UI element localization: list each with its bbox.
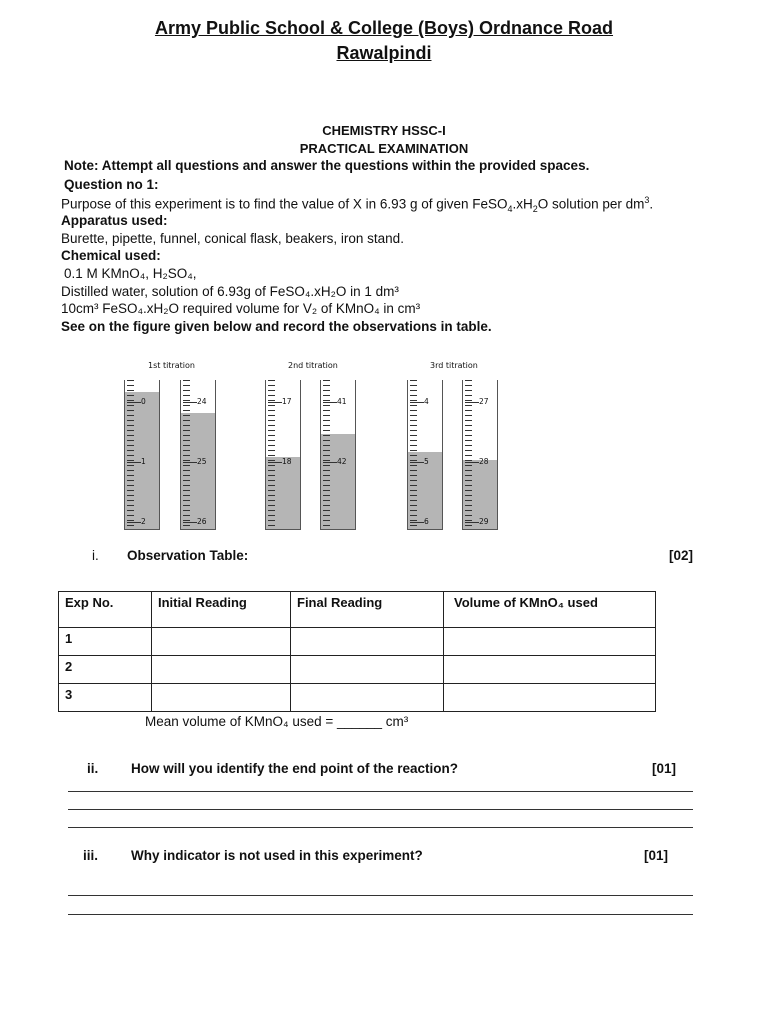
burette-tick-label: 24 bbox=[197, 397, 207, 406]
titration-label-3: 3rd titration bbox=[430, 361, 478, 370]
burette-major-tick bbox=[465, 522, 479, 523]
burette-tick-label: 27 bbox=[479, 397, 489, 406]
burette-major-tick bbox=[410, 402, 424, 403]
burette-major-tick bbox=[183, 462, 197, 463]
titration-label-1: 1st titration bbox=[148, 361, 195, 370]
school-name-line1: Army Public School & College (Boys) Ordnance Road bbox=[154, 18, 614, 38]
col-exp-no: Exp No. bbox=[59, 592, 152, 628]
q2-marks: [01] bbox=[652, 761, 677, 776]
burette-tick-label: 18 bbox=[282, 457, 292, 466]
titration-figure bbox=[110, 355, 510, 535]
col-volume-used: Volume of KMnO₄ used bbox=[444, 592, 656, 628]
col-initial-reading: Initial Reading bbox=[152, 592, 291, 628]
q3-text: Why indicator is not used in this experiment? bbox=[131, 848, 423, 863]
q2-text: How will you identify the end point of the reaction? bbox=[131, 761, 458, 776]
burette-tick-label: 1 bbox=[141, 457, 146, 466]
burette-major-tick bbox=[183, 522, 197, 523]
burette-tick-label: 29 bbox=[479, 517, 489, 526]
obs-number: i. bbox=[92, 548, 99, 563]
chemical-label: Chemical used: bbox=[61, 248, 161, 263]
note-text: Note: Attempt all questions and answer the questions within the provided spaces. bbox=[64, 158, 590, 173]
burette-tick-label: 42 bbox=[337, 457, 347, 466]
burette bbox=[180, 380, 216, 530]
burette-major-tick bbox=[465, 462, 479, 463]
cell-final[interactable] bbox=[291, 628, 444, 656]
burette-tick-label: 25 bbox=[197, 457, 207, 466]
cell-initial[interactable] bbox=[152, 656, 291, 684]
burette-major-tick bbox=[127, 402, 141, 403]
answer-line[interactable] bbox=[68, 791, 693, 792]
chemical-line-2: Distilled water, solution of 6.93g of FeSO₄.xH₂O in 1 dm³ bbox=[61, 284, 399, 299]
burette bbox=[265, 380, 301, 530]
burette-major-tick bbox=[127, 462, 141, 463]
observation-table bbox=[58, 591, 656, 712]
burette-major-tick bbox=[465, 402, 479, 403]
burette-major-tick bbox=[268, 402, 282, 403]
burette-tick-label: 17 bbox=[282, 397, 292, 406]
answer-line[interactable] bbox=[68, 914, 693, 915]
burette-major-tick bbox=[323, 462, 337, 463]
row-exp-no: 2 bbox=[59, 656, 152, 684]
answer-line[interactable] bbox=[68, 809, 693, 810]
chemical-line-1: 0.1 M KMnO₄, H₂SO₄, bbox=[64, 266, 197, 281]
burette-major-tick bbox=[410, 522, 424, 523]
burette-tick-label: 6 bbox=[424, 517, 429, 526]
burette-tick-label: 5 bbox=[424, 457, 429, 466]
cell-initial[interactable] bbox=[152, 684, 291, 712]
burette bbox=[462, 380, 498, 530]
burette-major-tick bbox=[410, 462, 424, 463]
q3-marks: [01] bbox=[644, 848, 669, 863]
q2-number: ii. bbox=[87, 761, 99, 776]
answer-line[interactable] bbox=[68, 895, 693, 896]
purpose-text: Purpose of this experiment is to find the value of X in 6.93 g of given $FeSO_4.xH_2O$ solution per $dm^3$. bbox=[61, 195, 654, 215]
cell-volume[interactable] bbox=[444, 656, 656, 684]
burette-tick-label: 28 bbox=[479, 457, 489, 466]
exam-title: PRACTICAL EXAMINATION bbox=[299, 141, 469, 156]
chemical-line-3: 10cm³ FeSO₄.xH₂O required volume for V₂ of KMnO₄ in cm³ bbox=[61, 301, 421, 316]
row-exp-no: 3 bbox=[59, 684, 152, 712]
burette-tick-label: 0 bbox=[141, 397, 146, 406]
obs-marks: [02] bbox=[669, 548, 694, 563]
cell-final[interactable] bbox=[291, 684, 444, 712]
see-figure-text: See on the figure given below and record the observations in table. bbox=[61, 319, 492, 334]
table-header-row bbox=[59, 592, 656, 628]
col-final-reading: Final Reading bbox=[291, 592, 444, 628]
mean-volume-text: Mean volume of KMnO₄ used = ______ cm³ bbox=[145, 714, 409, 729]
burette-tick-label: 4 bbox=[424, 397, 429, 406]
school-name-line2: Rawalpindi bbox=[336, 43, 432, 63]
cell-volume[interactable] bbox=[444, 684, 656, 712]
burette-major-tick bbox=[127, 522, 141, 523]
burette bbox=[407, 380, 443, 530]
burette-major-tick bbox=[323, 402, 337, 403]
burette-tick-label: 2 bbox=[141, 517, 146, 526]
cell-initial[interactable] bbox=[152, 628, 291, 656]
burette bbox=[320, 380, 356, 530]
burette-tick-label: 41 bbox=[337, 397, 347, 406]
cell-volume[interactable] bbox=[444, 628, 656, 656]
burette-tick-label: 26 bbox=[197, 517, 207, 526]
cell-final[interactable] bbox=[291, 656, 444, 684]
apparatus-label: Apparatus used: bbox=[61, 213, 168, 228]
table-row bbox=[59, 628, 656, 656]
row-exp-no: 1 bbox=[59, 628, 152, 656]
burette-major-tick bbox=[183, 402, 197, 403]
obs-title: Observation Table: bbox=[127, 548, 249, 563]
table-row bbox=[59, 656, 656, 684]
burette-major-tick bbox=[268, 462, 282, 463]
table-row bbox=[59, 684, 656, 712]
question-label: Question no 1: bbox=[64, 177, 159, 192]
burette bbox=[124, 380, 160, 530]
q3-number: iii. bbox=[83, 848, 99, 863]
answer-line[interactable] bbox=[68, 827, 693, 828]
subject-title: CHEMISTRY HSSC-I bbox=[322, 123, 446, 138]
apparatus-text: Burette, pipette, funnel, conical flask, beakers, iron stand. bbox=[61, 231, 404, 246]
titration-label-2: 2nd titration bbox=[288, 361, 338, 370]
